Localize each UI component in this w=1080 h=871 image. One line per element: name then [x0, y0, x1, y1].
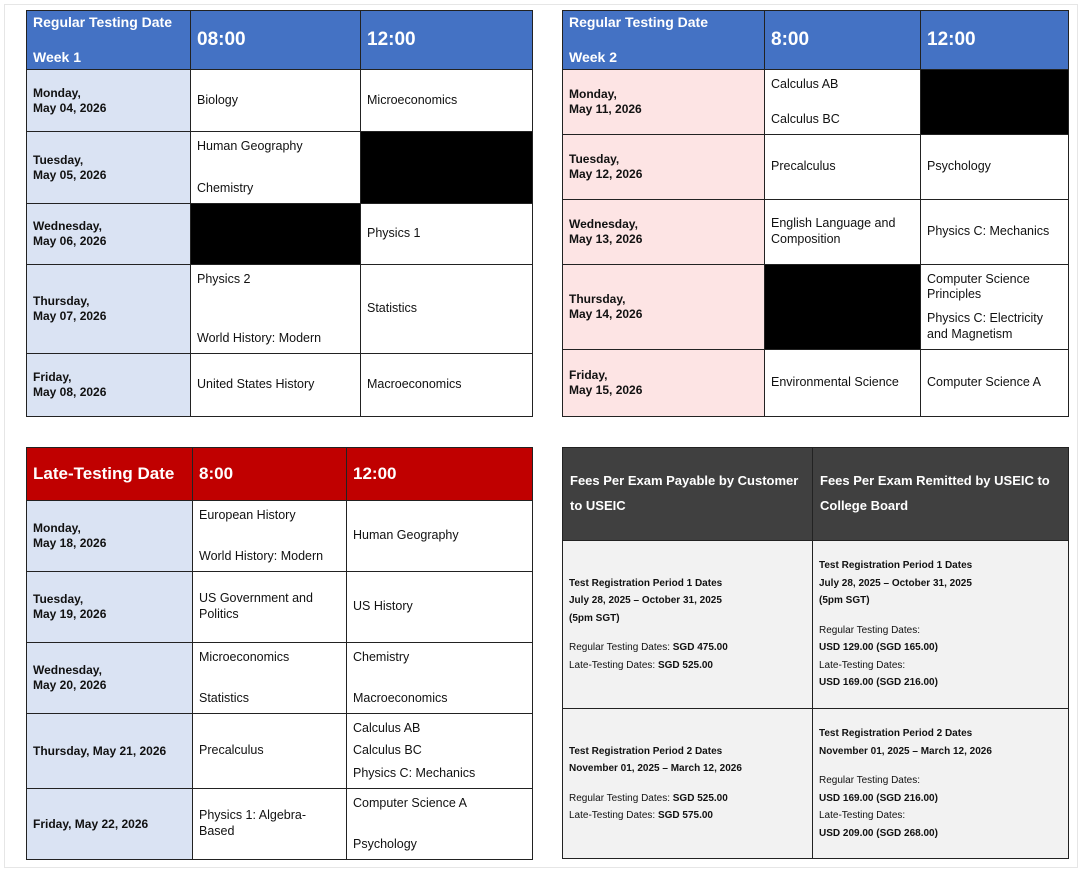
morning-exam-cell	[191, 70, 361, 132]
schedule-row	[27, 714, 533, 789]
afternoon-exam-cell	[921, 350, 1069, 417]
fees-period1-cb-cell	[813, 541, 1069, 709]
afternoon-exam-cell	[361, 204, 533, 265]
day-date: May 06, 2026	[33, 234, 107, 248]
week2-title-line1: Regular Testing Date	[569, 14, 708, 30]
day-name: Wednesday,	[33, 663, 102, 677]
day-cell	[27, 714, 193, 789]
schedule-row	[27, 204, 533, 265]
period2-customer-late-value: SGD 575.00	[657, 810, 713, 821]
day-cell	[27, 572, 193, 643]
schedule-row	[27, 354, 533, 417]
afternoon-exam-cell	[361, 354, 533, 417]
day-name: Monday,	[33, 85, 81, 100]
period2-cb-title: Test Registration Period 2 Dates	[819, 728, 973, 739]
exam-subject: Psychology	[353, 836, 417, 851]
schedule-row	[27, 265, 533, 354]
blocked-slot-cell	[765, 265, 921, 350]
afternoon-exam-cell	[347, 501, 533, 572]
day-date: May 19, 2026	[33, 607, 107, 621]
exam-subject: Physics 1	[367, 226, 421, 241]
exam-subject: Precalculus	[199, 743, 264, 758]
afternoon-exam-cell	[921, 200, 1069, 265]
morning-exam-cell	[191, 132, 361, 204]
exam-subject: Computer Science A	[353, 795, 467, 810]
morning-exam-cell	[193, 501, 347, 572]
week1-schedule-table	[26, 10, 533, 417]
period2-title: Test Registration Period 2 Dates	[569, 745, 723, 757]
late-col-0800: 8:00	[193, 448, 347, 501]
morning-exam-cell	[191, 265, 361, 354]
exam-subject: Calculus BC	[353, 743, 422, 758]
morning-exam-cell	[193, 572, 347, 643]
day-name: Tuesday,	[33, 152, 84, 167]
morning-exam-cell	[193, 643, 347, 714]
day-name: Monday,	[569, 87, 617, 101]
day-date: May 18, 2026	[33, 536, 107, 550]
day-name: Thursday, May 21, 2026	[33, 743, 167, 758]
fees-table	[562, 447, 1069, 859]
period1-title: Test Registration Period 1 Dates	[569, 577, 723, 589]
exam-subject: Physics C: Electricity and Magnetism	[927, 311, 1043, 341]
period2-cb-regular-value: USD 169.00 (SGD 216.00)	[819, 792, 938, 804]
morning-exam-cell	[193, 789, 347, 860]
schedule-row	[563, 135, 1069, 200]
period2-cb-range: November 01, 2025 – March 12, 2026	[819, 745, 992, 757]
period1-cb-late-value: USD 169.00 (SGD 216.00)	[819, 677, 938, 689]
day-cell	[563, 200, 765, 265]
day-date: May 11, 2026	[569, 102, 642, 116]
week1-col-1200: 12:00	[361, 11, 533, 70]
day-cell	[27, 789, 193, 860]
schedule-row	[563, 265, 1069, 350]
day-date: May 14, 2026	[569, 307, 643, 321]
week2-title-line2: Week 2	[569, 48, 617, 65]
day-date: May 05, 2026	[33, 167, 107, 182]
day-cell	[563, 135, 765, 200]
week1-title-line1: Regular Testing Date	[33, 14, 172, 30]
week1-header-row	[27, 11, 533, 70]
exam-subject: Biology	[197, 92, 238, 107]
afternoon-exam-cell	[347, 643, 533, 714]
exam-subject: Physics 2	[197, 271, 251, 286]
exam-subject: Human Geography	[353, 528, 459, 543]
period2-cb-regular-label: Regular Testing Dates:	[819, 775, 920, 786]
period2-customer-late-label: Late-Testing Dates:	[569, 810, 656, 821]
fees-period2-customer-cell	[563, 709, 813, 859]
period2-range: November 01, 2025 – March 12, 2026	[569, 763, 742, 774]
blocked-slot-cell	[361, 132, 533, 204]
day-name: Wednesday,	[569, 217, 638, 231]
exam-subject: Computer Science A	[927, 375, 1041, 390]
exam-subject: Statistics	[367, 301, 418, 316]
week2-title-cell	[563, 11, 765, 70]
afternoon-exam-cell	[921, 265, 1069, 350]
day-date: May 07, 2026	[33, 309, 107, 323]
day-cell	[563, 70, 765, 135]
day-name: Tuesday,	[569, 152, 620, 166]
exam-subject: Microeconomics	[199, 649, 290, 664]
afternoon-exam-cell	[347, 572, 533, 643]
day-name: Thursday,	[33, 294, 90, 308]
morning-exam-cell	[193, 714, 347, 789]
day-cell	[27, 70, 191, 132]
late-col-1200: 12:00	[347, 448, 533, 501]
day-date: May 15, 2026	[569, 383, 643, 397]
morning-exam-cell	[765, 135, 921, 200]
week2-schedule-table	[562, 10, 1069, 417]
exam-subject: Calculus BC	[771, 111, 840, 126]
exam-subject: English Language and Composition	[771, 216, 896, 246]
period2-customer-regular-value: SGD 525.00	[672, 792, 728, 804]
late-testing-schedule-table	[26, 447, 533, 860]
schedule-row	[27, 132, 533, 204]
exam-subject: World History: Modern	[197, 330, 322, 345]
afternoon-exam-cell	[361, 70, 533, 132]
blocked-slot-cell	[921, 70, 1069, 135]
day-date: May 04, 2026	[33, 100, 107, 115]
exam-subject: Human Geography	[197, 138, 303, 153]
exam-subject: World History: Modern	[199, 548, 324, 563]
week2-header-row	[563, 11, 1069, 70]
day-date: May 08, 2026	[33, 385, 107, 399]
day-cell	[563, 265, 765, 350]
period1-customer-regular-label: Regular Testing Dates:	[569, 642, 670, 654]
day-cell	[27, 354, 191, 417]
period1-cb-title: Test Registration Period 1 Dates	[819, 560, 973, 572]
day-name: Friday,	[569, 368, 608, 382]
period2-cb-late-label: Late-Testing Dates:	[819, 810, 906, 821]
day-name: Tuesday,	[33, 592, 84, 606]
day-date: May 12, 2026	[569, 167, 643, 181]
week1-title-line2: Week 1	[33, 48, 81, 65]
exam-subject: Computer Science Principles	[927, 271, 1030, 302]
schedule-row	[563, 70, 1069, 135]
schedule-row	[27, 789, 533, 860]
period2-customer-regular-label: Regular Testing Dates:	[569, 792, 670, 804]
schedule-row	[27, 70, 533, 132]
schedule-row	[27, 643, 533, 714]
morning-exam-cell	[765, 200, 921, 265]
day-name: Monday,	[33, 521, 81, 535]
exam-subject: United States History	[197, 377, 315, 392]
fees-period1-row	[563, 541, 1069, 709]
exam-subject: Calculus AB	[771, 76, 839, 91]
exam-subject: US Government and Politics	[199, 591, 313, 621]
period1-cb-late-label: Late-Testing Dates:	[819, 659, 906, 671]
schedule-row	[563, 350, 1069, 417]
week1-title-cell	[27, 11, 191, 70]
late-title-cell: Late-Testing Date	[27, 448, 193, 501]
fees-header-row	[563, 448, 1069, 541]
period1-cb-regular-value: USD 129.00 (SGD 165.00)	[819, 642, 938, 654]
morning-exam-cell	[191, 354, 361, 417]
exam-subject: European History	[199, 507, 296, 522]
period1-cb-deadline: (5pm SGT)	[819, 595, 870, 607]
day-cell	[27, 501, 193, 572]
week2-col-1200: 12:00	[921, 11, 1069, 70]
afternoon-exam-cell	[347, 789, 533, 860]
fees-header-customer: Fees Per Exam Payable by Customer to USEIC	[563, 448, 813, 541]
day-cell	[27, 265, 191, 354]
exam-subject: Precalculus	[771, 159, 836, 174]
week1-col-0800: 08:00	[191, 11, 361, 70]
exam-subject: Calculus AB	[353, 720, 421, 735]
day-cell	[27, 204, 191, 265]
period1-customer-late-value: SGD 525.00	[657, 659, 713, 671]
exam-subject: Macroeconomics	[353, 690, 448, 705]
day-cell	[563, 350, 765, 417]
blocked-slot-cell	[191, 204, 361, 265]
morning-exam-cell	[765, 70, 921, 135]
exam-subject: Environmental Science	[771, 375, 899, 390]
day-cell	[27, 132, 191, 204]
late-header-row	[27, 448, 533, 501]
exam-subject: Statistics	[199, 690, 250, 705]
afternoon-exam-cell	[921, 135, 1069, 200]
day-cell	[27, 643, 193, 714]
day-name: Friday,	[33, 370, 72, 384]
day-name: Friday, May 22, 2026	[33, 816, 149, 831]
exam-subject: Microeconomics	[367, 92, 458, 107]
exam-subject: Chemistry	[353, 649, 410, 664]
fees-period1-customer-cell	[563, 541, 813, 709]
period1-range: July 28, 2025 – October 31, 2025	[569, 595, 722, 607]
period2-cb-late-value: USD 209.00 (SGD 268.00)	[819, 827, 938, 839]
week2-col-0800: 8:00	[765, 11, 921, 70]
exam-subject: Physics C: Mechanics	[927, 224, 1050, 239]
afternoon-exam-cell	[347, 714, 533, 789]
exam-subject: US History	[353, 599, 413, 614]
fees-period2-row	[563, 709, 1069, 859]
period1-cb-regular-label: Regular Testing Dates:	[819, 624, 920, 636]
period1-customer-regular-value: SGD 475.00	[672, 642, 728, 654]
period1-customer-late-label: Late-Testing Dates:	[569, 659, 656, 671]
exam-subject: Physics 1: Algebra-Based	[199, 808, 306, 838]
morning-exam-cell	[765, 350, 921, 417]
schedule-row	[27, 501, 533, 572]
exam-subject: Physics C: Mechanics	[353, 765, 476, 780]
exam-subject: Macroeconomics	[367, 377, 462, 392]
period1-cb-range: July 28, 2025 – October 31, 2025	[819, 577, 972, 589]
day-name: Thursday,	[569, 292, 626, 306]
day-name: Wednesday,	[33, 219, 102, 233]
fees-period2-cb-cell	[813, 709, 1069, 859]
exam-subject: Chemistry	[197, 180, 254, 195]
schedule-row	[563, 200, 1069, 265]
fees-header-college-board: Fees Per Exam Remitted by USEIC to College Board	[813, 448, 1069, 541]
afternoon-exam-cell	[361, 265, 533, 354]
exam-subject: Psychology	[927, 159, 991, 174]
day-date: May 13, 2026	[569, 232, 643, 246]
period1-deadline: (5pm SGT)	[569, 612, 620, 624]
schedule-row	[27, 572, 533, 643]
day-date: May 20, 2026	[33, 678, 107, 692]
